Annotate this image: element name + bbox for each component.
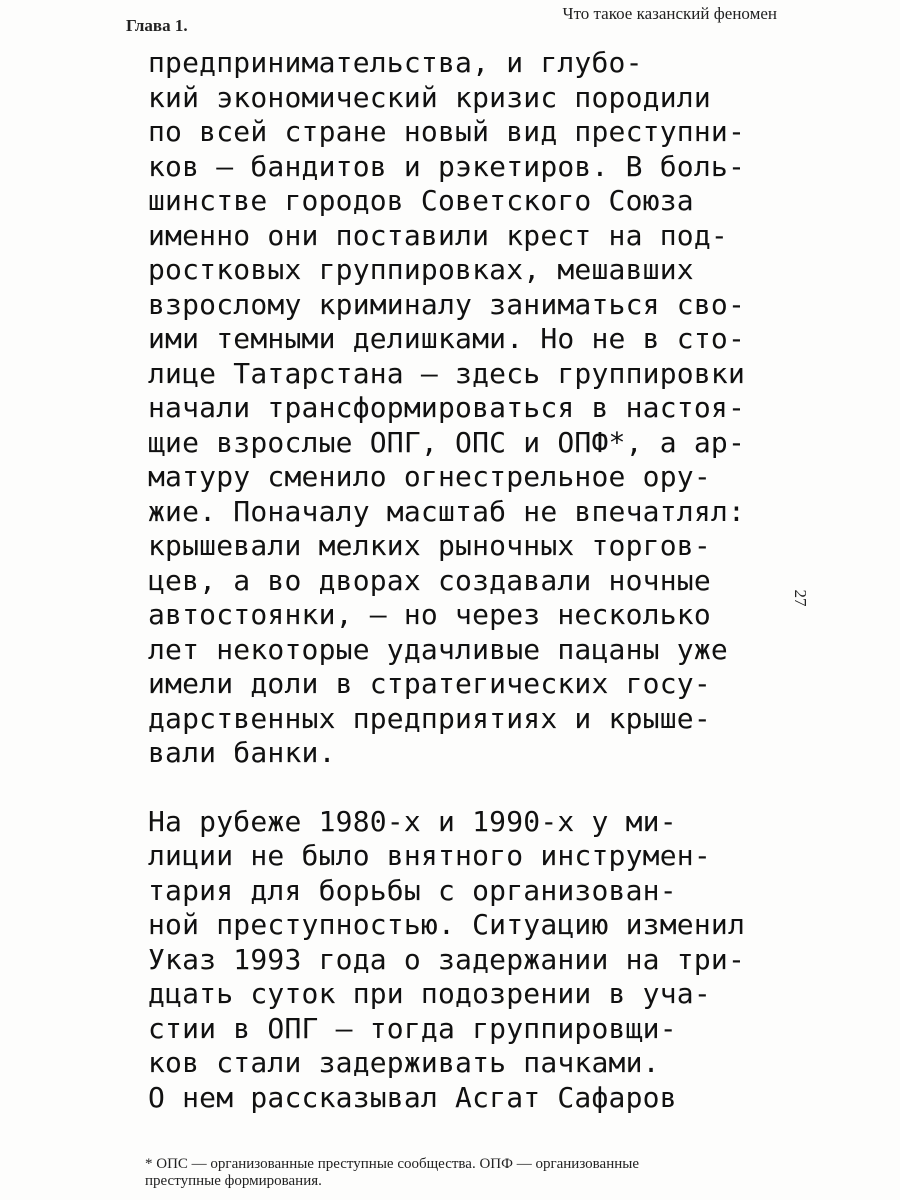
text-line: ков стали задерживать пачками. xyxy=(148,1046,660,1079)
text-line: начали трансформироваться в настоя- xyxy=(148,391,746,424)
paragraph-2 xyxy=(148,805,788,1116)
text-line: лице Татарстана — здесь группировки xyxy=(148,356,746,390)
text-line: дцать суток при подозрении в уча- xyxy=(148,977,711,1010)
page-number: 27 xyxy=(791,589,810,607)
text-line: ими темными делишками. Но не в сто- xyxy=(148,322,746,355)
footnote-line: преступные формирования. xyxy=(145,1173,322,1189)
text-line: стии в ОПГ — тогда группировщи- xyxy=(148,1011,677,1045)
body-text xyxy=(148,46,788,1115)
text-line: автостоянки, — но через несколько xyxy=(148,598,711,631)
text-line: кий экономический кризис породили xyxy=(148,80,711,114)
text-line: шинстве городов Советского Союза xyxy=(148,184,694,217)
text-line: ков — бандитов и рэкетиров. В боль- xyxy=(148,149,746,183)
running-header-chapter: Глава 1. xyxy=(126,16,188,35)
text-line: жие. Поначалу масштаб не впечатлял: xyxy=(148,494,746,528)
text-line: ростковых группировках, мешавших xyxy=(148,253,694,286)
footnote xyxy=(145,1156,795,1190)
text-line: взрослому криминалу заниматься сво- xyxy=(148,287,746,321)
text-line: цев, а во дворах создавали ночные xyxy=(148,563,711,597)
text-line: ной преступностью. Ситуацию изменил xyxy=(148,908,746,941)
text-line: тария для борьбы с организован- xyxy=(148,873,677,907)
footnote-line: * ОПС — организованные преступные сообщества. ОПФ — организованные xyxy=(145,1156,639,1172)
text-line: вали банки. xyxy=(148,736,336,769)
text-line: матуру сменило огнестрельное ору- xyxy=(148,460,711,493)
text-line: Указ 1993 года о задержании на три- xyxy=(148,942,746,976)
text-line: На рубеже 1980-х и 1990-х у ми- xyxy=(148,804,677,838)
paragraph-1 xyxy=(148,46,788,771)
text-line: щие взрослые ОПГ, ОПС и ОПФ*, а ар- xyxy=(148,425,746,459)
text-line: О нем рассказывал Асгат Сафаров xyxy=(148,1080,677,1114)
text-line: по всей стране новый вид преступни- xyxy=(148,115,746,148)
text-line: дарственных предприятиях и крыше- xyxy=(148,701,711,735)
text-line: предпринимательства, и глубо- xyxy=(148,46,643,79)
text-line: лиции не было внятного инструмен- xyxy=(148,839,711,872)
text-line: лет некоторые удачливые пацаны уже xyxy=(148,632,728,666)
text-line: именно они поставили крест на под- xyxy=(148,218,728,252)
text-line: имели доли в стратегических госу- xyxy=(148,667,711,700)
running-header-section: Что такое казанский феномен xyxy=(562,4,777,23)
text-line: крышевали мелких рыночных торгов- xyxy=(148,529,711,562)
